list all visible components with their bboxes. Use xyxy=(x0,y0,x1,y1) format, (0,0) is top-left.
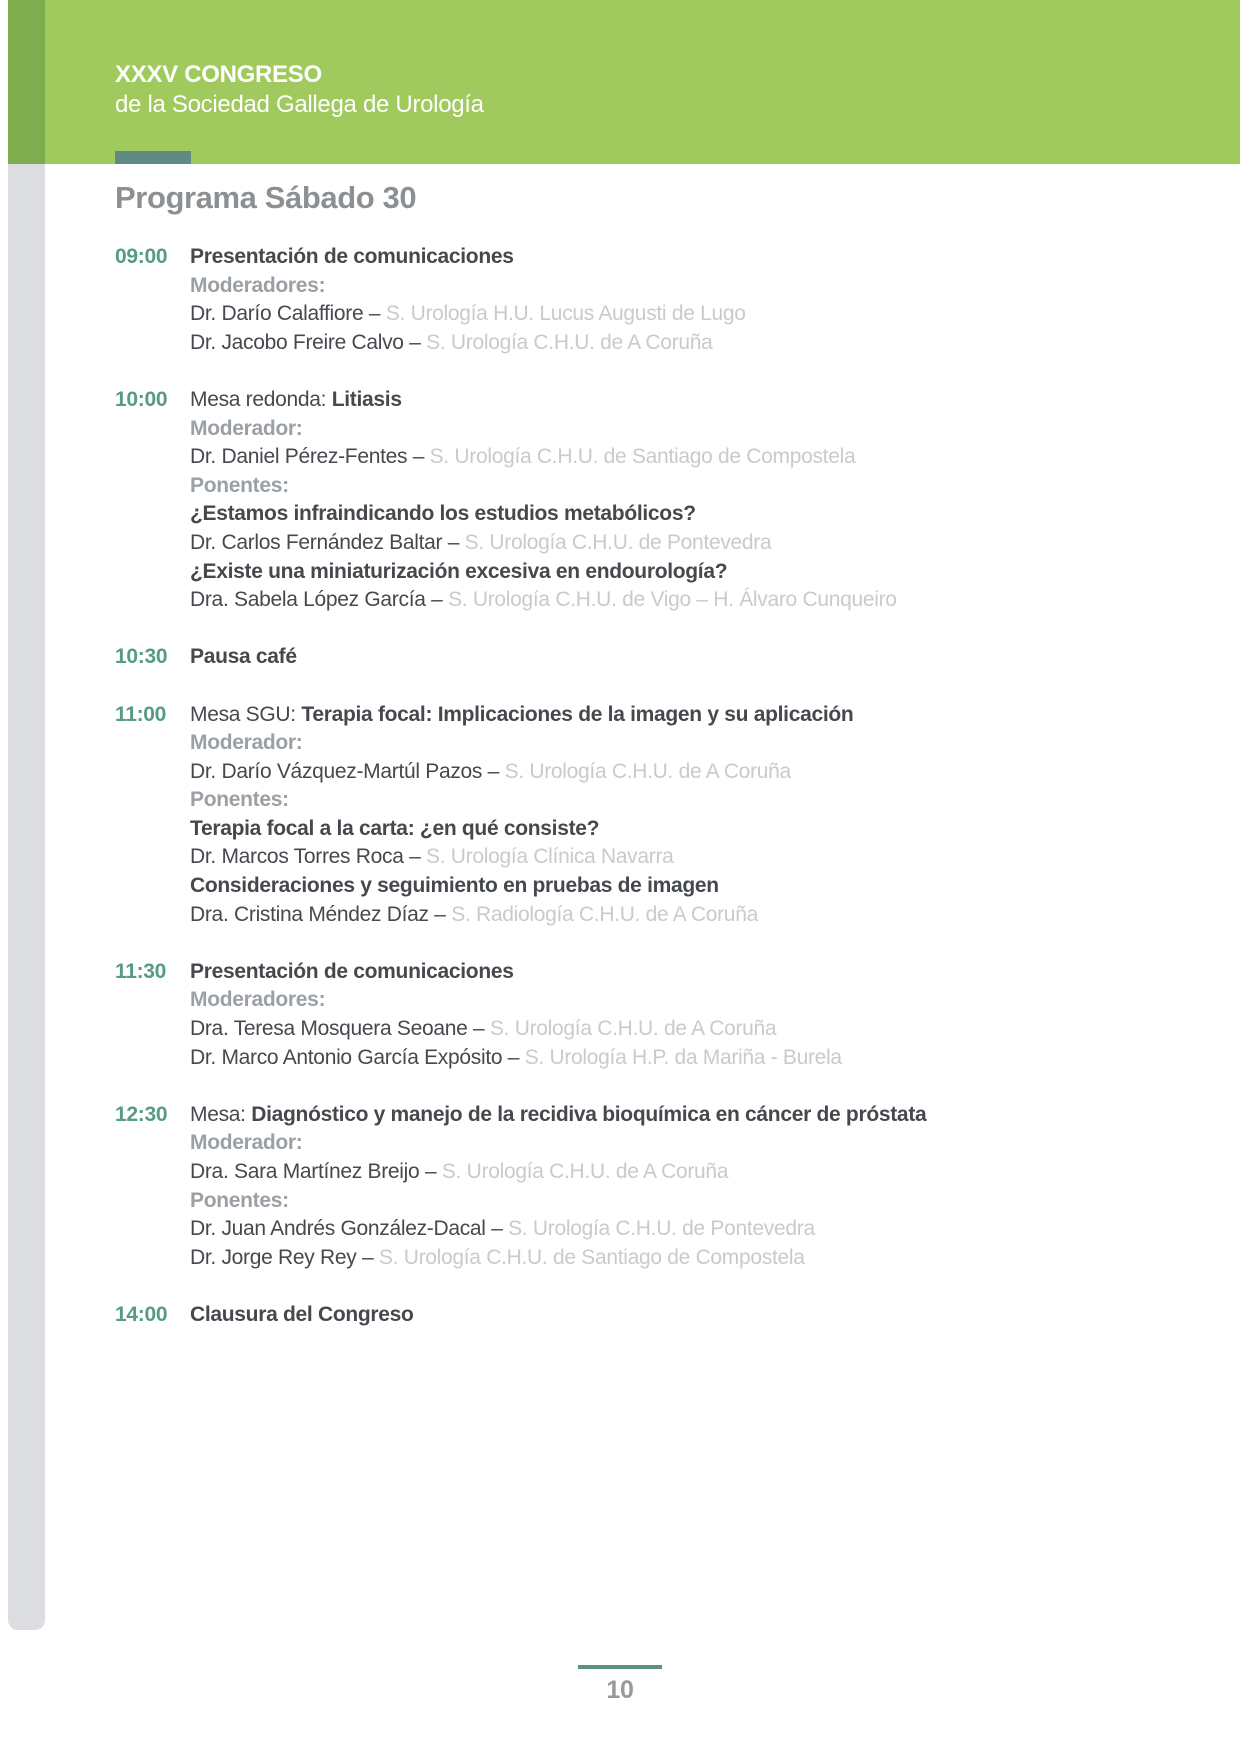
text-segment: S. Urología C.H.U. de A Coruña xyxy=(426,330,713,354)
text-segment: Dr. Marcos Torres Roca – xyxy=(190,845,427,869)
text-segment: Mesa SGU: xyxy=(190,702,302,726)
text-segment: Litiasis xyxy=(331,387,402,411)
header-banner xyxy=(8,0,1240,164)
text-segment: S. Urología C.H.U. de Pontevedra xyxy=(508,1217,815,1241)
schedule-list xyxy=(115,243,1125,1358)
text-segment: Presentación de comunicaciones xyxy=(190,959,514,983)
text-segment: Ponentes: xyxy=(190,1188,289,1212)
left-edge-strip-green xyxy=(8,0,45,164)
text-segment: Moderador: xyxy=(190,416,303,440)
page-number: 10 xyxy=(606,1676,634,1704)
text-segment: Dr. Darío Calaffiore – xyxy=(190,302,386,326)
text-segment: Dr. Daniel Pérez-Fentes – xyxy=(190,445,430,469)
text-segment: ¿Existe una miniaturización excesiva en endourología? xyxy=(190,559,728,583)
role-label xyxy=(190,786,1125,815)
schedule-event xyxy=(115,386,1125,615)
event-details xyxy=(190,643,1125,672)
event-time: 09:00 xyxy=(115,245,168,268)
text-segment: Dr. Jacobo Freire Calvo – xyxy=(190,330,427,354)
text-segment: ¿Estamos infraindicando los estudios metabólicos? xyxy=(190,502,696,526)
talk-title xyxy=(190,872,1125,901)
event-time: 14:00 xyxy=(115,1302,168,1326)
text-segment: Presentación de comunicaciones xyxy=(190,245,514,268)
text-segment: S. Urología C.H.U. de Vigo – H. Álvaro Cunqueiro xyxy=(448,588,897,612)
event-details xyxy=(190,1101,1125,1273)
text-segment: Dr. Juan Andrés González-Dacal – xyxy=(190,1217,509,1241)
talk-title xyxy=(190,558,1125,587)
person-line xyxy=(190,1158,1125,1187)
session-title xyxy=(190,1301,1125,1330)
header-accent-bar xyxy=(115,151,191,164)
event-details xyxy=(190,1301,1125,1330)
session-title xyxy=(190,701,1125,730)
text-segment: Moderadores: xyxy=(190,988,326,1012)
event-details xyxy=(190,386,1125,615)
person-line xyxy=(190,1215,1125,1244)
session-title xyxy=(190,386,1125,415)
text-segment: Dr. Jorge Rey Rey – xyxy=(190,1245,379,1269)
text-segment: S. Urología C.H.U. de Pontevedra xyxy=(464,530,772,554)
person-line xyxy=(190,1244,1125,1273)
text-segment: S. Urología H.U. Lucus Augusti de Lugo xyxy=(385,302,746,326)
text-segment: S. Urología C.H.U. de Santiago de Compostela xyxy=(429,445,856,469)
text-segment: Moderador: xyxy=(190,1131,303,1155)
session-title xyxy=(190,1101,1125,1130)
text-segment: Dra. Cristina Méndez Díaz – xyxy=(190,902,452,926)
session-title xyxy=(190,958,1125,987)
text-segment: Terapia focal a la carta: ¿en qué consiste? xyxy=(190,816,600,840)
person-line xyxy=(190,586,1125,615)
text-segment: Ponentes: xyxy=(190,788,289,812)
text-segment: Dra. Teresa Mosquera Seoane – xyxy=(190,1017,490,1041)
text-segment: S. Urología H.P. da Mariña - Burela xyxy=(524,1045,842,1069)
person-line xyxy=(190,1044,1125,1073)
person-line xyxy=(190,443,1125,472)
event-time: 10:00 xyxy=(115,387,168,411)
text-segment: Clausura del Congreso xyxy=(190,1302,414,1326)
schedule-event xyxy=(115,958,1125,1072)
role-label xyxy=(190,472,1125,501)
text-segment: Dr. Carlos Fernández Baltar – xyxy=(190,530,465,554)
person-line xyxy=(190,758,1125,787)
footer-rule xyxy=(578,1665,662,1669)
role-label xyxy=(190,986,1125,1015)
person-line xyxy=(190,329,1125,358)
event-time: 10:30 xyxy=(115,645,168,669)
person-line xyxy=(190,529,1125,558)
text-segment: Pausa café xyxy=(190,645,297,669)
text-segment: Dr. Marco Antonio García Expósito – xyxy=(190,1045,525,1069)
text-segment: Terapia focal: Implicaciones de la imagen y su aplicación xyxy=(301,702,854,726)
role-label xyxy=(190,729,1125,758)
congress-title xyxy=(115,60,484,120)
text-segment: S. Urología C.H.U. de A Coruña xyxy=(489,1017,777,1041)
schedule-event xyxy=(115,1101,1125,1273)
schedule-event xyxy=(115,1301,1125,1330)
text-segment: S. Urología C.H.U. de A Coruña xyxy=(441,1160,729,1183)
event-time: 11:30 xyxy=(115,959,167,983)
schedule-event xyxy=(115,643,1125,672)
role-label xyxy=(190,272,1125,301)
event-details xyxy=(190,243,1125,357)
left-edge-strip-gray xyxy=(8,164,45,1630)
page-title: Programa Sábado 30 xyxy=(115,180,417,215)
text-segment: S. Urología C.H.U. de Santiago de Compostela xyxy=(378,1245,805,1269)
role-label xyxy=(190,1129,1125,1158)
congress-title-line2: de la Sociedad Gallega de Urología xyxy=(115,91,484,118)
person-line xyxy=(190,1015,1125,1044)
text-segment: Dra. Sara Martínez Breijo – xyxy=(190,1160,442,1183)
talk-title xyxy=(190,815,1125,844)
text-segment: Ponentes: xyxy=(190,473,289,497)
text-segment: S. Radiología C.H.U. de A Coruña xyxy=(451,902,758,926)
text-segment: Moderador: xyxy=(190,731,303,755)
role-label xyxy=(190,415,1125,444)
schedule-event xyxy=(115,701,1125,930)
person-line xyxy=(190,843,1125,872)
text-segment: Mesa: xyxy=(190,1102,252,1126)
schedule-event xyxy=(115,243,1125,357)
session-title xyxy=(190,643,1125,672)
session-title xyxy=(190,243,1125,272)
talk-title xyxy=(190,500,1125,529)
event-details xyxy=(190,701,1125,930)
text-segment: Dra. Sabela López García – xyxy=(190,588,449,612)
text-segment: Moderadores: xyxy=(190,273,326,297)
text-segment: Consideraciones y seguimiento en pruebas de imagen xyxy=(190,874,719,898)
event-time: 11:00 xyxy=(115,702,167,726)
congress-title-line1: XXXV CONGRESO xyxy=(115,61,322,88)
text-segment: S. Urología Clínica Navarra xyxy=(426,845,674,869)
event-time: 12:30 xyxy=(115,1102,168,1126)
text-segment: S. Urología C.H.U. de A Coruña xyxy=(504,759,791,783)
person-line xyxy=(190,901,1125,930)
role-label xyxy=(190,1187,1125,1216)
text-segment: Mesa redonda: xyxy=(190,387,332,411)
text-segment: Diagnóstico y manejo de la recidiva bioquímica en cáncer de próstata xyxy=(251,1102,927,1126)
text-segment: Dr. Darío Vázquez-Martúl Pazos – xyxy=(190,759,505,783)
person-line xyxy=(190,300,1125,329)
event-details xyxy=(190,958,1125,1072)
